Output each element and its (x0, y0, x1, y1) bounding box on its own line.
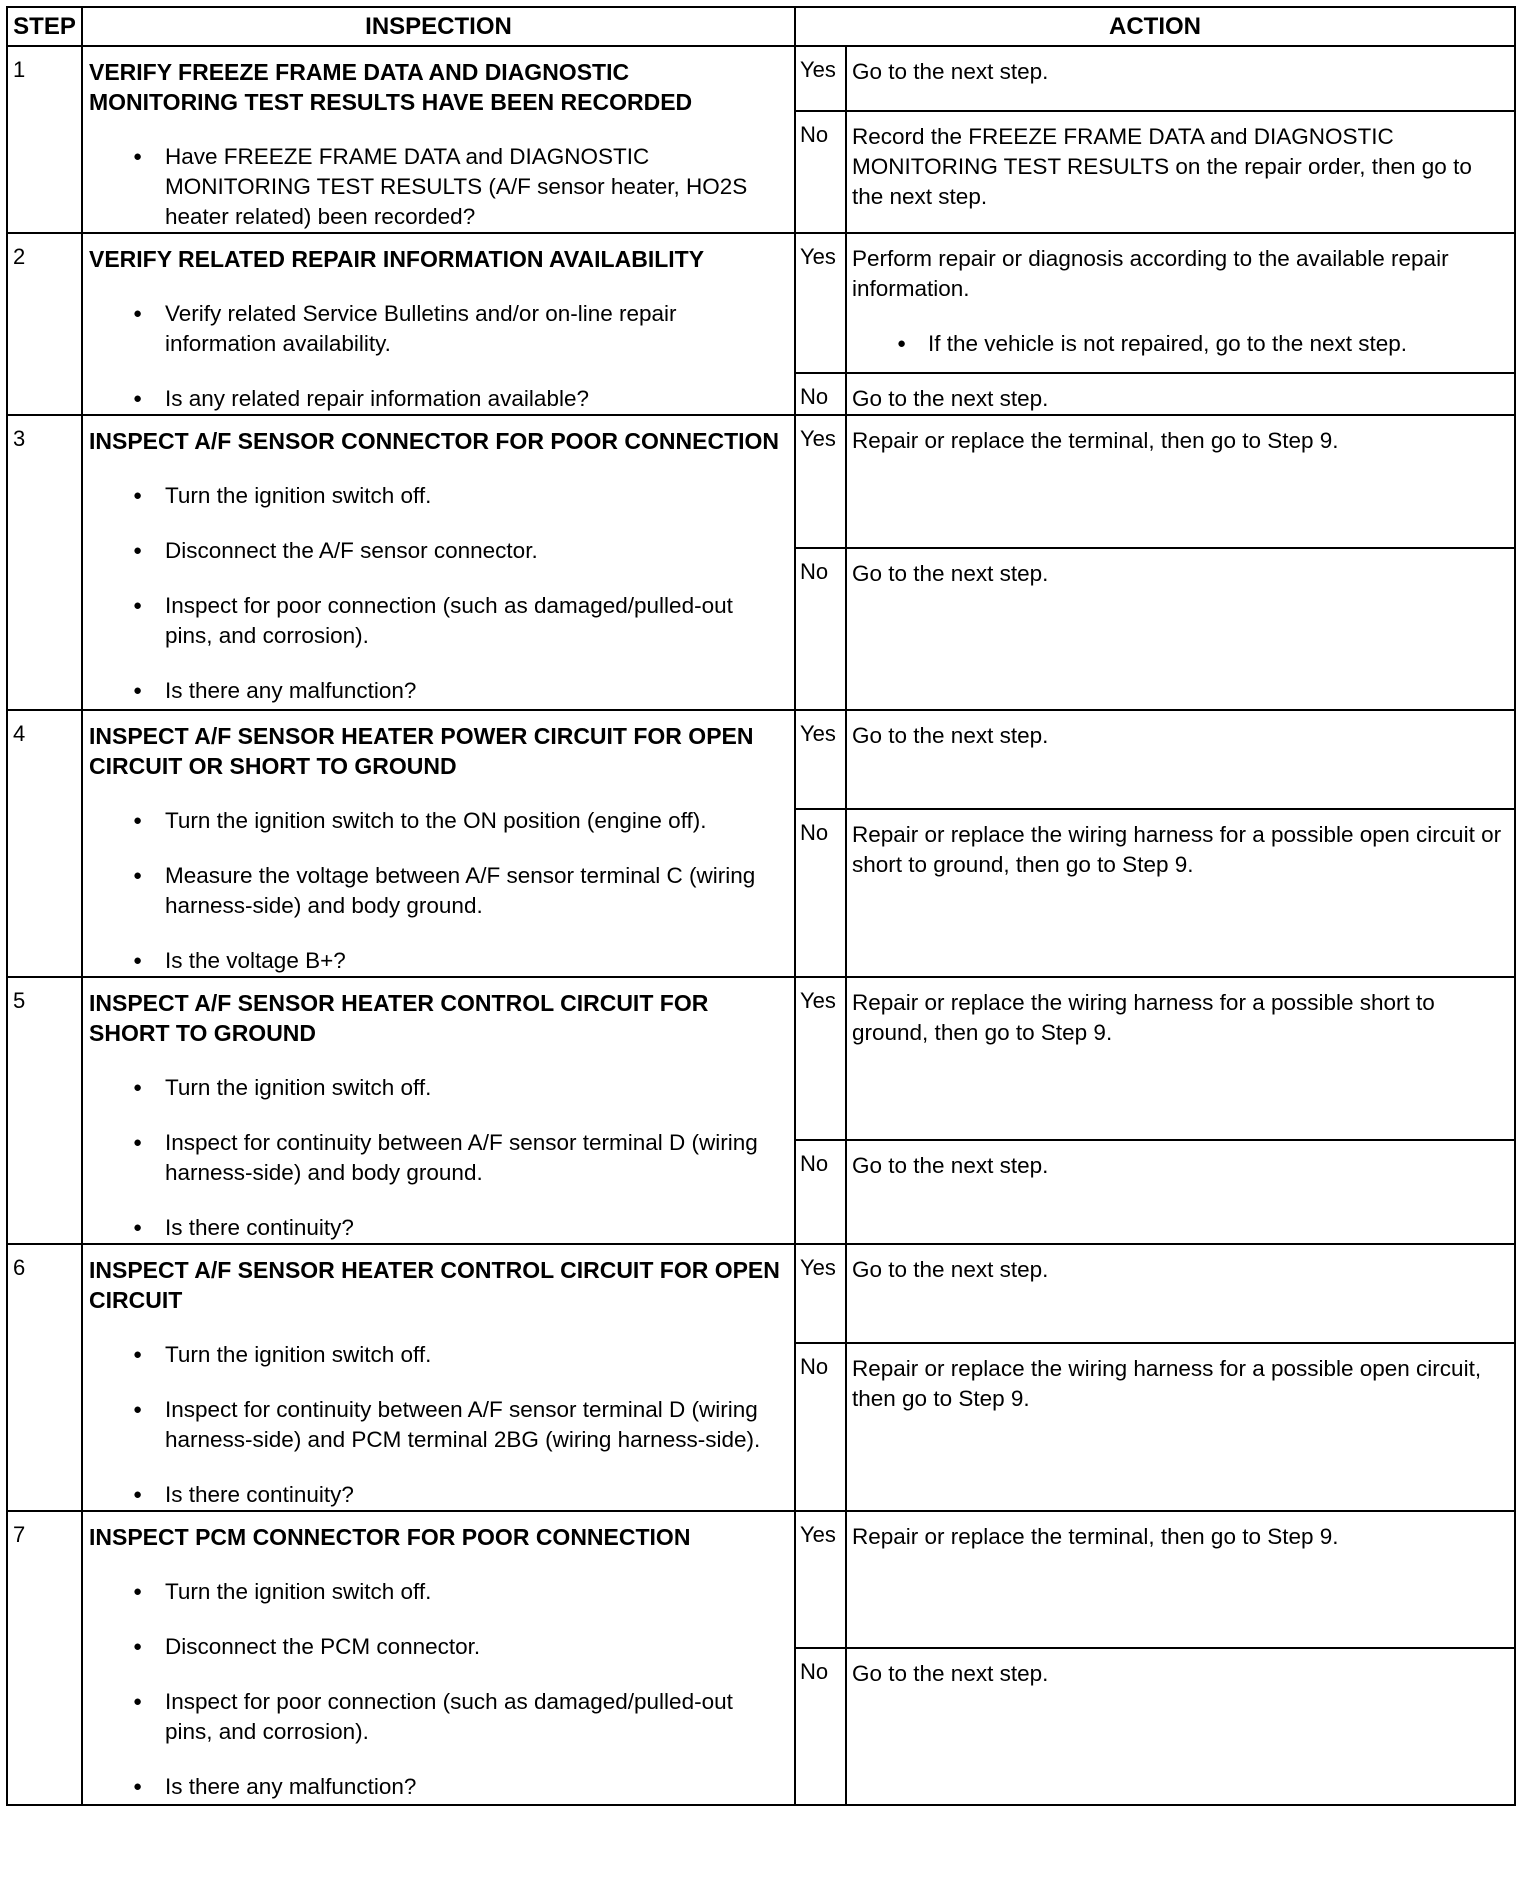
step-row-yes (7, 46, 1515, 111)
inspection-bullet: ● Turn the ignition switch off. (89, 1073, 782, 1103)
inspection-cell (82, 233, 795, 415)
inspection-title: INSPECT A/F SENSOR HEATER CONTROL CIRCUIT FOR SHORT TO GROUND (89, 990, 709, 1046)
action-yes-text: Perform repair or diagnosis according to the available repair information. (852, 246, 1449, 301)
action-no (846, 548, 1515, 710)
action-no (846, 1343, 1515, 1511)
inspection-title: VERIFY FREEZE FRAME DATA AND DIAGNOSTIC MONITORING TEST RESULTS HAVE BEEN RECORDED (89, 59, 693, 115)
action-yes (846, 1244, 1515, 1343)
action-no-text: Go to the next step. (852, 385, 1049, 411)
header-inspection: INSPECTION (82, 7, 795, 46)
header-action: ACTION (795, 7, 1515, 46)
step-number: 1 (7, 46, 82, 233)
inspection-bullets (89, 1340, 782, 1510)
action-no-text: Go to the next step. (852, 1153, 1049, 1179)
action-yes (846, 710, 1515, 809)
action-yes (846, 977, 1515, 1140)
inspection-cell (82, 415, 795, 710)
inspection-bullet: ● Is the voltage B+? (89, 946, 782, 976)
step-row-yes (7, 415, 1515, 548)
inspection-cell (82, 1244, 795, 1511)
action-no (846, 809, 1515, 977)
step-number: 4 (7, 710, 82, 977)
inspection-bullet: ● Inspect for poor connection (such as damaged/pulled-out pins, and corrosion). (89, 591, 782, 651)
inspection-bullet: ● Have FREEZE FRAME DATA and DIAGNOSTIC MONITORING TEST RESULTS (A/F sensor heater, HO2S heater related) been recorded? (89, 142, 782, 232)
action-no-text: Repair or replace the wiring harness for a possible open circuit or short to ground, then go to Step 9. (852, 822, 1502, 878)
inspection-bullets (89, 1577, 782, 1802)
result-yes-label: Yes (795, 977, 846, 1140)
inspection-bullet: ● Turn the ignition switch off. (89, 1340, 782, 1370)
inspection-bullet: ● Inspect for poor connection (such as damaged/pulled-out pins, and corrosion). (89, 1687, 782, 1747)
inspection-bullet: ● Is there continuity? (89, 1213, 782, 1243)
result-no-label: No (795, 111, 846, 233)
step-row-yes (7, 233, 1515, 373)
steps-body (7, 46, 1515, 1805)
inspection-title: VERIFY RELATED REPAIR INFORMATION AVAILABILITY (89, 246, 705, 272)
step-row-yes (7, 977, 1515, 1140)
result-yes-label: Yes (795, 415, 846, 548)
result-yes-label: Yes (795, 233, 846, 373)
action-no (846, 111, 1515, 233)
result-yes-label: Yes (795, 1244, 846, 1343)
inspection-bullet: ● Is any related repair information available? (89, 384, 782, 414)
step-row-yes (7, 1244, 1515, 1343)
action-no-text: Go to the next step. (852, 561, 1049, 586)
inspection-bullet: ● Inspect for continuity between A/F sensor terminal D (wiring harness-side) and PCM terminal 2BG (wiring harness-side). (89, 1395, 782, 1455)
result-no-label: No (795, 1140, 846, 1244)
action-yes-text: Repair or replace the terminal, then go to Step 9. (852, 1524, 1339, 1549)
inspection-bullet: ● Is there any malfunction? (89, 676, 782, 706)
result-yes-label: Yes (795, 46, 846, 111)
inspection-title: INSPECT PCM CONNECTOR FOR POOR CONNECTION (89, 1524, 691, 1550)
inspection-cell (82, 46, 795, 233)
result-no-label: No (795, 373, 846, 415)
result-no-label: No (795, 548, 846, 710)
inspection-bullet: ● Inspect for continuity between A/F sensor terminal D (wiring harness-side) and body ground. (89, 1128, 782, 1188)
action-yes (846, 46, 1515, 111)
action-yes (846, 415, 1515, 548)
inspection-title: INSPECT A/F SENSOR HEATER POWER CIRCUIT FOR OPEN CIRCUIT OR SHORT TO GROUND (89, 723, 754, 779)
action-no (846, 373, 1515, 415)
action-yes-text: Go to the next step. (852, 723, 1049, 748)
action-yes-subbullet: ● If the vehicle is not repaired, go to the next step. (852, 329, 1506, 359)
inspection-cell (82, 977, 795, 1244)
action-yes (846, 1511, 1515, 1648)
action-no (846, 1140, 1515, 1244)
step-number: 2 (7, 233, 82, 415)
action-yes-text: Repair or replace the wiring harness for a possible short to ground, then go to Step 9. (852, 990, 1435, 1045)
inspection-cell (82, 1511, 795, 1805)
action-yes-text: Go to the next step. (852, 59, 1049, 84)
inspection-bullets (89, 299, 782, 414)
inspection-title: INSPECT A/F SENSOR HEATER CONTROL CIRCUIT FOR OPEN CIRCUIT (89, 1257, 780, 1313)
inspection-bullet: ● Is there any malfunction? (89, 1772, 782, 1802)
action-no (846, 1648, 1515, 1805)
header-row (7, 7, 1515, 46)
inspection-bullet: ● Turn the ignition switch to the ON position (engine off). (89, 806, 782, 836)
inspection-bullet: ● Measure the voltage between A/F sensor terminal C (wiring harness-side) and body ground. (89, 861, 782, 921)
inspection-cell (82, 710, 795, 977)
step-row-yes (7, 710, 1515, 809)
inspection-bullet: ● Disconnect the PCM connector. (89, 1632, 782, 1662)
step-number: 5 (7, 977, 82, 1244)
inspection-bullet: ● Turn the ignition switch off. (89, 481, 782, 511)
step-row-yes (7, 1511, 1515, 1648)
step-number: 3 (7, 415, 82, 710)
inspection-bullet: ● Verify related Service Bulletins and/or on-line repair information availability. (89, 299, 782, 359)
diagnostic-procedure-sheet (6, 6, 1514, 1806)
step-number: 6 (7, 1244, 82, 1511)
inspection-bullets (89, 481, 782, 706)
inspection-bullets (89, 1073, 782, 1243)
action-no-text: Record the FREEZE FRAME DATA and DIAGNOSTIC MONITORING TEST RESULTS on the repair order, then go to the next step. (852, 123, 1472, 209)
inspection-title: INSPECT A/F SENSOR CONNECTOR FOR POOR CONNECTION (89, 428, 780, 454)
action-no-text: Repair or replace the wiring harness for a possible open circuit, then go to Step 9. (852, 1355, 1482, 1411)
action-yes-text: Repair or replace the terminal, then go to Step 9. (852, 428, 1339, 453)
result-yes-label: Yes (795, 1511, 846, 1648)
result-no-label: No (795, 809, 846, 977)
action-yes (846, 233, 1515, 373)
result-no-label: No (795, 1648, 846, 1805)
inspection-bullets (89, 142, 782, 232)
header-step: STEP (7, 7, 82, 46)
inspection-bullet: ● Is there continuity? (89, 1480, 782, 1510)
result-yes-label: Yes (795, 710, 846, 809)
inspection-bullets (89, 806, 782, 976)
diagnostic-table (6, 6, 1516, 1806)
inspection-bullet: ● Turn the ignition switch off. (89, 1577, 782, 1607)
inspection-bullet: ● Disconnect the A/F sensor connector. (89, 536, 782, 566)
step-number: 7 (7, 1511, 82, 1805)
action-yes-text: Go to the next step. (852, 1257, 1049, 1282)
result-no-label: No (795, 1343, 846, 1511)
action-no-text: Go to the next step. (852, 1661, 1049, 1686)
